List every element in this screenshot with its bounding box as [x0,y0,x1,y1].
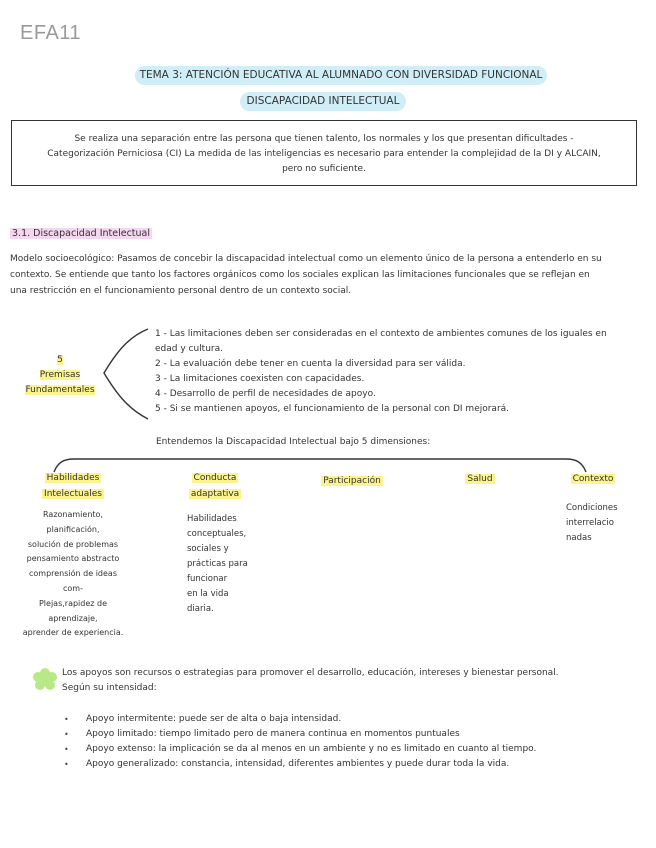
paragraph-line-2: contexto. Se entiende que tanto los factores orgánicos como los sociales explican las limitaciones funcionales que se reflejan en [10,270,590,280]
desc-line: planificación, [46,524,100,534]
desc-line: Habilidades [187,514,237,524]
topic-title: TEMA 3: ATENCIÓN EDUCATIVA AL ALUMNADO CON DIVERSIDAD FUNCIONAL [135,66,547,85]
desc-line: com- [63,583,83,593]
intro-box [11,120,637,186]
support-item: • Apoyo extenso: la implicación se da al menos en un ambiente y no es limitado en cuanto al tiempo. [62,742,642,757]
premises-list [155,327,645,417]
desc-line: Condiciones [566,503,618,513]
dimension-label-line-2: adaptativa [190,489,240,499]
dimension-participation [312,473,392,489]
premises-number: 5 [57,355,63,365]
dimension-label-line-1: Salud [467,474,493,484]
support-item: • Apoyo intermitente: puede ser de alta o baja intensidad. [62,712,642,727]
subtitle: DISCAPACIDAD INTELECTUAL [240,92,406,111]
dimension-label-line-1: Habilidades [46,473,100,483]
dimension-context-desc [566,501,646,546]
desc-line: diaria. [187,604,214,614]
premise-item: 4 - Desarrollo de perfil de necesidades de apoyo. [155,389,376,399]
desc-line: aprendizaje, [48,613,98,623]
dimension-label-line-1: Conducta [193,473,237,483]
premises-label [20,353,100,398]
desc-line: sociales y [187,544,229,554]
intro-line-2: Categorización Perniciosa (CI) La medida de las inteligencias es necesario para entender la complejidad de la DI y ALCAIN, [47,149,601,159]
section-paragraph [10,251,640,299]
supports-list [62,712,642,772]
dimension-label-line-1: Participación [323,476,381,486]
dimensions-intro: Entendemos la Discapacidad Intelectual bajo 5 dimensiones: [156,437,431,447]
paragraph-line-3: una restricción en el funcionamiento personal dentro de un contexto social. [10,286,352,296]
dimension-label-line-1: Contexto [572,474,614,484]
supports-intro-line-2: Según su intensidad: [62,683,157,693]
supports-intro [62,666,632,696]
supports-intro-line-1: Los apoyos son recursos o estrategias para promover el desarrollo, educación, intereses y bienestar personal. [62,668,559,678]
desc-line: prácticas para [187,559,248,569]
support-item: • Apoyo limitado: tiempo limitado pero de manera continua en momentos puntuales [62,727,642,742]
desc-line: en la vida [187,589,229,599]
premise-item: 2 - La evaluación debe tener en cuenta la diversidad para ser válida. [155,359,466,369]
intro-line-3: pero no suficiente. [282,164,366,174]
desc-line: funcionar [187,574,228,584]
dimension-intellectual-skills [28,470,118,502]
desc-line: interrelacio [566,518,614,528]
premises-label-line-1: Premisas [39,370,81,380]
dimension-health [455,471,505,487]
desc-line: aprender de experiencia. [22,628,124,638]
premise-item: 3 - La limitaciones coexisten con capacidades. [155,374,365,384]
dimension-label-line-2: Intelectuales [44,489,102,499]
desc-line: conceptuales, [187,529,247,539]
dimension-adaptive-behavior [180,470,250,502]
desc-line: pensamiento abstracto [26,554,120,564]
dimension-adaptive-desc [187,512,277,617]
flower-icon [33,668,57,692]
dimension-context [562,471,624,487]
desc-line: solución de problemas [27,539,119,549]
premise-item: 1 - Las limitaciones deben ser consideradas en el contexto de ambientes comunes de los iguales en [155,329,607,339]
desc-line: Plejas,rapidez de [38,598,108,608]
desc-line: Razonamiento, [43,510,103,519]
intro-line-1: Se realiza una separación entre las persona que tienen talento, los normales y los que presentan dificultades - [74,134,574,144]
premises-label-line-2: Fundamentales [25,385,95,395]
support-item: • Apoyo generalizado: constancia, intensidad, diferentes ambientes y puede durar toda la vida. [62,757,642,772]
curly-brace-icon [98,325,158,425]
premise-item: 5 - Si se mantienen apoyos, el funcionamiento de la personal con DI mejorará. [155,404,510,414]
section-heading: 3.1. Discapacidad Intelectual [12,228,151,239]
paragraph-line-1: Modelo socioecológico: Pasamos de concebir la discapacidad intelectual como un elemento único de la persona a entenderlo en su [10,254,602,264]
desc-line: comprensión de ideas [28,569,117,579]
desc-line: nadas [566,533,592,543]
document-code: EFA11 [20,22,82,44]
dimension-intellectual-desc [18,508,128,641]
premise-item: edad y cultura. [155,344,223,354]
